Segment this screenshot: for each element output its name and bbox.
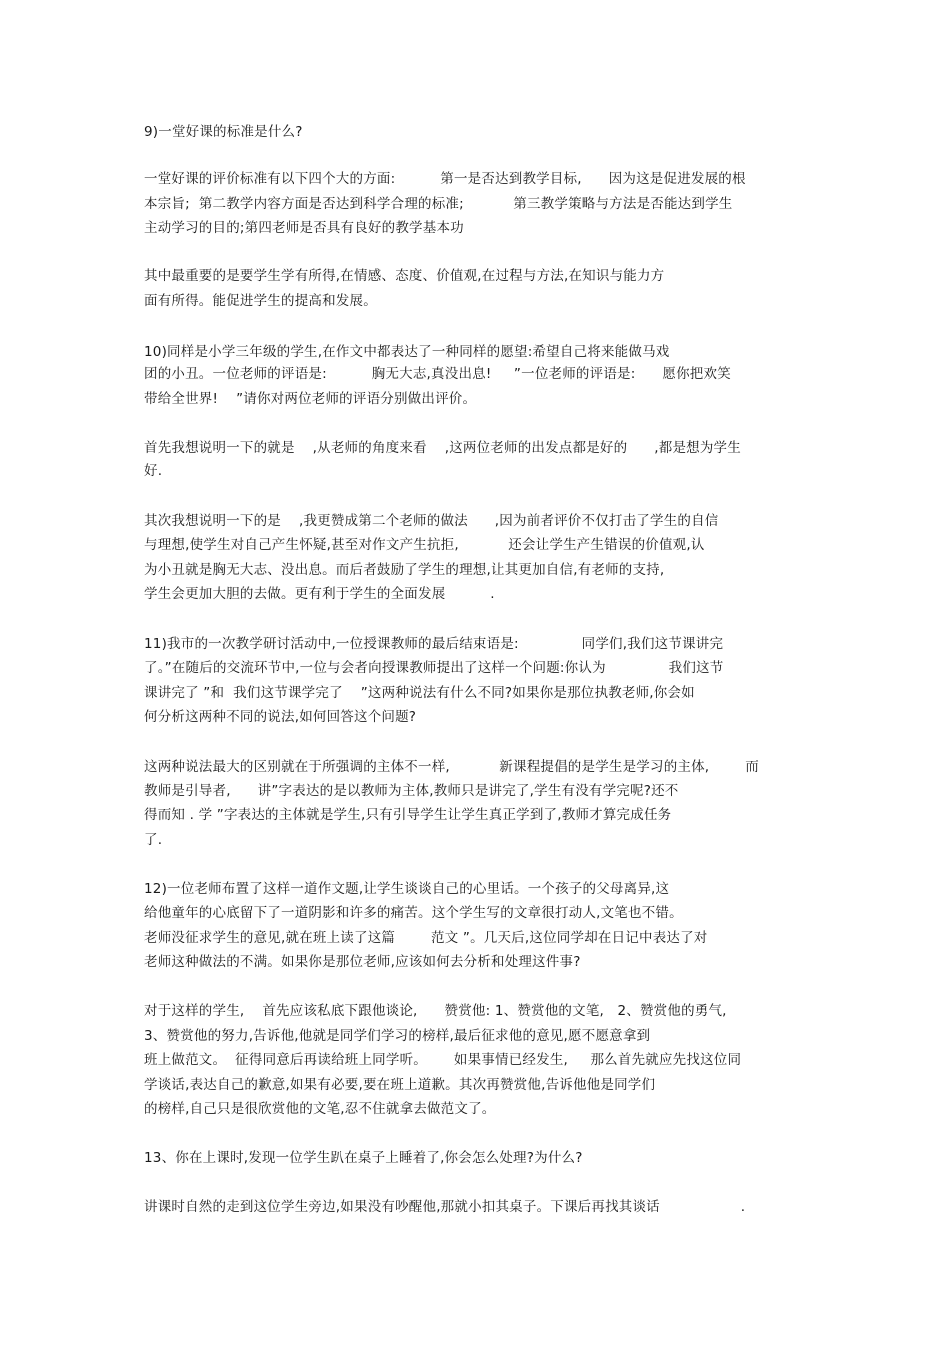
- question-12-line-4: 老师这种做法的不满。如果你是那位老师,应该如何去分析和处理这件事?: [144, 954, 581, 970]
- answer-10-line-6: 学生会更加大胆的去做。更有利于学生的全面发展 .: [144, 586, 495, 602]
- answer-10-line-5: 为小丑就是胸无大志、没出息。而后者鼓励了学生的理想,让其更加自信,有老师的支持,: [144, 562, 665, 578]
- answer-9-line-2: 本宗旨; 第二教学内容方面是否达到科学合理的标准; 第三教学策略与方法是否能达到学生: [144, 196, 733, 212]
- question-12-line-3: 老师没征求学生的意见,就在班上读了这篇 范文 ”。几天后,这位同学却在日记中表达了对: [144, 930, 708, 946]
- answer-10-line-1: 首先我想说明一下的就是 ,从老师的角度来看 ,这两位老师的出发点都是好的 ,都是想为学生: [144, 440, 741, 456]
- answer-12-line-5: 的榜样,自己只是很欣赏他的文笔,忍不住就拿去做范文了。: [144, 1101, 496, 1117]
- answer-11-line-3: 得而知 . 学 ”字表达的主体就是学生,只有引导学生让学生真正学到了,教师才算完成任务: [144, 807, 672, 823]
- answer-10-line-3: 其次我想说明一下的是 ,我更赞成第二个老师的做法 ,因为前者评价不仅打击了学生的自信: [144, 513, 719, 529]
- question-11-line-2: 了。”在随后的交流环节中,一位与会者向授课教师提出了这样一个问题:你认为 我们这节: [144, 660, 724, 676]
- answer-12-line-4: 学谈话,表达自己的歉意,如果有必要,要在班上道歉。其次再赞赏他,告诉他他是同学们: [144, 1077, 656, 1093]
- question-10-line-3: 带给全世界! ”请你对两位老师的评语分别做出评价。: [144, 391, 477, 407]
- answer-10-line-2: 好.: [144, 463, 163, 479]
- question-11-line-1: 11)我市的一次教学研讨活动中,一位授课教师的最后结束语是: 同学们,我们这节课讲完: [144, 636, 724, 652]
- answer-9-line-4: 其中最重要的是要学生学有所得,在情感、态度、价值观,在过程与方法,在知识与能力方: [144, 268, 665, 284]
- answer-12-line-1: 对于这样的学生, 首先应该私底下跟他谈论, 赞赏他: 1、赞赏他的文笔, 2、赞赏他的勇气,: [144, 1003, 727, 1019]
- question-12-line-2: 给他童年的心底留下了一道阴影和许多的痛苦。这个学生写的文章很打动人,文笔也不错。: [144, 905, 683, 921]
- question-12-line-1: 12)一位老师布置了这样一道作文题,让学生谈谈自己的心里话。一个孩子的父母离异,这: [144, 881, 670, 897]
- question-10-line-2: 团的小丑。一位老师的评语是: 胸无大志,真没出息! ”一位老师的评语是: 愿你把欢笑: [144, 366, 731, 382]
- answer-9-line-1: 一堂好课的评价标准有以下四个大的方面: 第一是否达到教学目标, 因为这是促进发展的根: [144, 171, 746, 187]
- answer-10-line-4: 与理想,使学生对自己产生怀疑,甚至对作文产生抗拒, 还会让学生产生错误的价值观,认: [144, 537, 705, 553]
- answer-12-line-3: 班上做范文。 征得同意后再读给班上同学听。 如果事情已经发生, 那么首先就应先找这位同: [144, 1052, 742, 1068]
- answer-11-line-4: 了.: [144, 832, 163, 848]
- answer-12-line-2: 3、赞赏他的努力,告诉他,他就是同学们学习的榜样,最后征求他的意见,愿不愿意拿到: [144, 1028, 651, 1044]
- answer-11-line-1: 这两种说法最大的区别就在于所强调的主体不一样, 新课程提倡的是学生是学习的主体, 而: [144, 759, 759, 775]
- question-9-title: 9)一堂好课的标准是什么?: [144, 124, 303, 140]
- answer-9-line-5: 面有所得。能促进学生的提高和发展。: [144, 293, 377, 309]
- question-11-line-3: 课讲完了 ”和 我们这节课学完了 ”这两种说法有什么不同?如果你是那位执教老师,你会如: [144, 685, 695, 701]
- question-13-title: 13、你在上课时,发现一位学生趴在桌子上睡着了,你会怎么处理?为什么?: [144, 1150, 583, 1166]
- question-11-line-4: 何分析这两种不同的说法,如何回答这个问题?: [144, 709, 417, 725]
- answer-11-line-2: 教师是引导者, 讲”字表达的是以教师为主体,教师只是讲完了,学生有没有学完呢?还不: [144, 783, 679, 799]
- question-10-line-1: 10)同样是小学三年级的学生,在作文中都表达了一种同样的愿望:希望自己将来能做马戏: [144, 344, 670, 360]
- answer-9-line-3: 主动学习的目的;第四老师是否具有良好的教学基本功: [144, 220, 464, 236]
- answer-13-line-1: 讲课时自然的走到这位学生旁边,如果没有吵醒他,那就小扣其桌子。下课后再找其谈话 .: [144, 1199, 746, 1215]
